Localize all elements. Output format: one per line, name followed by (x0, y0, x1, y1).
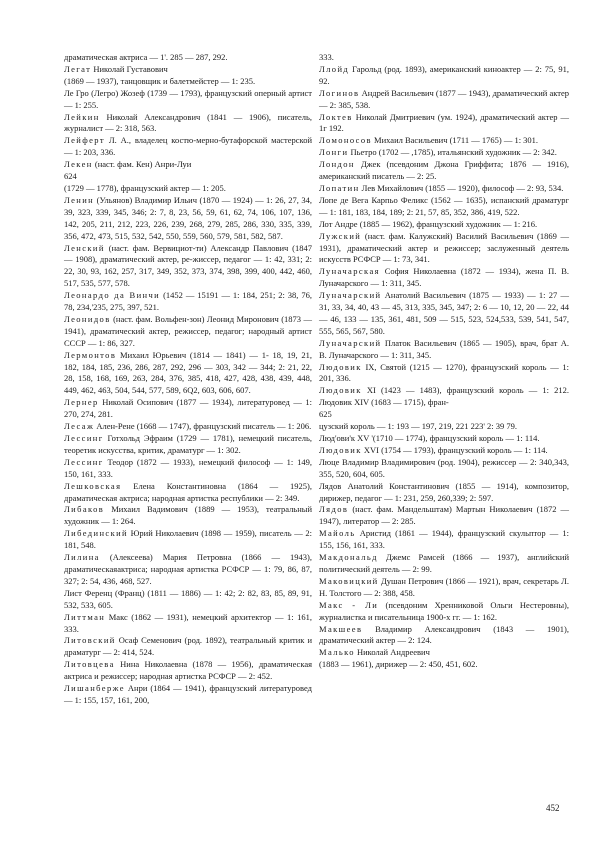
index-entry (64, 52, 312, 64)
index-entry (319, 219, 569, 231)
index-entry (64, 159, 312, 171)
entry-text: Лот Андре (1885 — 1962), французский художник — 1: 216. (319, 218, 538, 229)
index-entry (319, 290, 569, 338)
index-entry (319, 147, 569, 159)
entry-name: Макдональд (319, 552, 378, 563)
index-entry (64, 76, 312, 88)
entry-text: Нина Николаевна (1878 — 1956), драматическая актриса и режиссер; народная артистка РСФСР — 2: 452. (64, 659, 313, 682)
entry-name: Леонардо да Винчи (64, 290, 161, 301)
entry-name: Лопатин (319, 182, 360, 193)
index-entry (319, 338, 569, 362)
entry-name: Луначарский (319, 337, 382, 348)
entry-text: Макс (1862 — 1931), немецкий архитектор — 1: 161, 333. (64, 611, 312, 634)
entry-text: Джек (псевдоним Джона Гриффита; 1876 — 1916), американский писатель — 2: 25. (319, 159, 569, 182)
entry-name: Легат (64, 63, 92, 74)
entry-name: Лермонтов (64, 349, 117, 360)
index-entry (319, 552, 569, 576)
entry-text: (Алексеева) Мария Петровна (1866 — 1943), драматическаяактриса; народная артистка РСФСР — 1: 79, 86, 87, 327; 2: 54, 436, 468, 527. (64, 552, 313, 586)
page-number: 452 (546, 803, 560, 813)
entry-text: 625 (319, 409, 332, 420)
entry-text: Л. А., владелец костю-мерно-бутафорской мастерской — 1: 203, 336. (64, 135, 312, 158)
entry-name: Ленский (64, 242, 105, 253)
entry-name: Маковицкий (319, 575, 379, 586)
index-entry (64, 504, 312, 528)
entry-name: Малько (319, 647, 355, 658)
index-entry (319, 362, 569, 386)
entry-name: Лейферт (64, 135, 105, 146)
index-column-right (319, 52, 569, 671)
entry-name: Лессинг (64, 456, 104, 467)
entry-text: Пьетро (1702 — ,1785), итальянский художник — 2: 342. (350, 147, 557, 158)
index-entry (64, 588, 312, 612)
index-entry (64, 350, 312, 398)
entry-name: Лекен (64, 159, 93, 170)
entry-name: Лессинг (64, 433, 104, 443)
entry-text: (1729 — 1778), французский актер — 1: 205. (64, 182, 226, 193)
entry-text: Ален-Рене (1668 — 1747), французский писатель — 1: 206. (96, 421, 312, 432)
entry-text: Ле Гро (Легро) Жозеф (1739 — 1793), французский оперный артист — 1: 255. (64, 87, 312, 110)
index-entry (319, 135, 569, 147)
index-entry (64, 635, 312, 659)
entry-text: 333. (319, 52, 334, 62)
index-entry (64, 135, 312, 159)
index-entry (64, 481, 312, 505)
entry-text: Готхольд Эфраим (1729 — 1781), немецкий писатель, теоретик искусства, критик, драматург — 1: 302. (64, 433, 313, 455)
entry-text: цузский король — 1: 193 — 197, 219, 221 223' 2: 39 79. (319, 421, 517, 432)
entry-name: Людовик (319, 444, 362, 455)
index-entry (64, 243, 312, 291)
index-entry (319, 433, 569, 445)
entry-text: Николай Густавович (93, 63, 168, 74)
entry-text: Платок Васильевич (1865 — 1905), врач, брат А. В. Луначарского — 1: 311, 345. (319, 337, 569, 360)
entry-name: Либаков (64, 504, 105, 515)
entry-text: Юрий Николаевич (1898 — 1959), писатель — 2: 181, 548. (64, 528, 312, 551)
entry-text: (1869 — 1937), танцовщик и балетмейстер — 1: 235. (64, 75, 256, 86)
entry-name: Логинов (319, 87, 360, 98)
index-column-left (64, 52, 312, 707)
entry-text: Михаил Юрьевич (1814 — 1841) — 1- 18, 19, 21, 182, 184, 185, 236, 286, 287, 292, 296 — 303, 342 — 344; 2: 21, 22, 28, 158, 168, 169, 263, 284, 376, 385, 418, 427, 428, 438, 439, 448, 449, 462, 463, 504, 544, 577, 589, 6Q2, 603, 606, 607. (64, 349, 313, 396)
entry-text: (наст. фам. Калужский) Василий Васильевич (1869 — 1931), драматический актер и режиссер; заслуженный деятель искусств РСФСР — 1: 73, 341. (319, 230, 570, 265)
entry-name: Лешковская (64, 480, 122, 491)
index-entry (64, 683, 312, 707)
index-entry (319, 600, 569, 624)
entry-name: Лесаж (64, 421, 95, 432)
entry-text: (псевдоним Хренниковой Ольги Нестеровны), журналистка и писательница 1900-х гг. — 1: 162. (319, 599, 570, 622)
index-entry (319, 183, 569, 195)
entry-text: (наст. фам. Вольфен-зон) Леонид Миронович (1873 — 1941), драматический актер, режиссер, педагог; народный артист СССР — 1: 86, 327. (64, 313, 312, 348)
entry-name: Ломоносов (319, 135, 372, 146)
index-entry (319, 528, 569, 552)
index-entry (319, 576, 569, 600)
entry-name: Майоль (319, 528, 356, 539)
entry-name: Людовик (319, 361, 362, 372)
entry-text: Николай Андреевич (357, 647, 430, 658)
index-entry (319, 112, 569, 136)
entry-text: Анатолий Васильевич (1875 — 1933) — 1: 27 — 31, 33, 34, 40, 43 — 45, 313, 335, 345, 347; 2: 6 — 10, 12, 20 — 22, 44 — 46, 133 — 135, 361, 481, 509 — 515, 523, 524,533, 539, 541, 547, 555, 565, 567, 580. (319, 290, 570, 336)
index-entry (319, 266, 569, 290)
index-entry (64, 112, 312, 136)
entry-text: Гарольд (род. 1893), американский киноактер — 2: 75, 91, 92. (319, 63, 569, 86)
entry-name: Лилина (64, 552, 100, 563)
index-entry (64, 612, 312, 636)
entry-text: Джемс Рамсей (1866 — 1937), английский политический деятель — 2: 99. (319, 552, 569, 574)
entry-text: Михаил Вадимович (1889 — 1953), театральный художник — 1: 264. (64, 504, 312, 527)
entry-text: Лядов Анатолий Константинович (1855 — 1914), композитор, дирижер, педагог — 1: 231, 259, 260,339; 2: 597. (319, 480, 569, 503)
entry-name: Лонги (319, 147, 349, 158)
index-entry (64, 421, 312, 433)
entry-name: Ленин (64, 194, 95, 205)
index-entry (319, 195, 569, 219)
entry-text: Лев Михайлович (1855 — 1920), философ — 2: 93, 534. (361, 182, 564, 193)
entry-text: Михаил Васильевич (1711 — 1765) — 1: 301. (374, 135, 539, 146)
index-entry (64, 552, 312, 588)
index-entry (64, 195, 312, 243)
entry-text: 624 (64, 171, 77, 182)
entry-text: Осаф Семенович (род. 1892), театральный критик и драматург — 2: 414, 524. (64, 635, 312, 658)
index-entry (64, 64, 312, 76)
index-entry (319, 159, 569, 183)
index-entry (319, 421, 569, 433)
entry-text: Николай Осипович (1877 — 1934), литературовед — 1: 270, 274, 281. (64, 397, 312, 420)
entry-text: XI (1423 — 1483), французский король — 1: 212. Людовик XIV (1683 — 1715), фран- (319, 385, 570, 408)
index-entry (64, 290, 312, 314)
index-entry (64, 457, 312, 481)
index-entry (319, 231, 569, 267)
entry-text: Душан Петрович (1866 — 1921), врач, секретарь Л. Н. Толстого — 2: 388, 458. (319, 575, 569, 598)
entry-name: Луначарский (319, 290, 382, 301)
entry-text: Люце Владимир Владимирович (род. 1904), режиссер — 2: 340,343, 355, 520, 604, 605. (319, 456, 569, 479)
index-entry (64, 659, 312, 683)
entry-text: Николай Александрович (1841 — 1906), писатель, журналист — 2: 318, 563. (64, 111, 312, 134)
entry-name: Литовский (64, 635, 116, 646)
entry-text: (наст. фам. Вервициот-ти) Александр Павлович (1847 — 1908), драматический актер, ре-жиссер, педагог — 1: 42, 331; 2: 22, 30, 93, 162, 257, 317, 349, 352, 373, 374, 398, 399, 400, 442, 460, 517, 535, 577, 578. (64, 242, 313, 289)
entry-name: Людовик (319, 385, 362, 396)
entry-text: София Николаевна (1872 — 1934), жена П. В. Луначарского — 1: 311, 345. (319, 266, 570, 289)
entry-name: Литтман (64, 611, 106, 622)
entry-name: Лядов (319, 504, 349, 515)
entry-text: Теодор (1872 — 1933), немецкий философ — 1: 149, 150, 161, 333. (64, 456, 312, 479)
entry-name: Литовцева (64, 659, 115, 670)
entry-text: IX, Святой (1215 — 1270), французский король — 1: 201, 336. (319, 361, 569, 384)
index-entry (319, 647, 569, 659)
index-entry (64, 183, 312, 195)
index-entry (64, 397, 312, 421)
entry-name: Луначарская (319, 266, 380, 277)
entry-text: Елена Константиновна (1864 — 1925), драматическая актриса; народная артистка республики — 2: 349. (64, 480, 313, 503)
entry-name: Лондон (319, 159, 355, 170)
entry-name: Леонидов (64, 313, 111, 324)
entry-name: Лишанберже (64, 683, 125, 694)
entry-name: Ллойд (319, 63, 350, 74)
entry-text: Лопе де Вега Карпьо Феликс (1562 — 1635), испанский драматург — 1: 181, 183, 184, 189; 2: 21, 57, 85, 352, 386, 419, 522. (319, 194, 569, 217)
entry-name: Локтев (319, 111, 353, 122)
index-entry (319, 64, 569, 88)
entry-text: (наст. фам. Кен) Анри-Луи (94, 159, 192, 170)
index-entry (319, 504, 569, 528)
entry-name: Лейкин (64, 111, 100, 122)
entry-text: Николай Дмитриевич (ум. 1924), драматический актер — 1г 192. (319, 111, 570, 134)
index-entry (319, 445, 569, 457)
index-entry (319, 88, 569, 112)
entry-text: (наст. фам. Мандельштам) Мартын Николаевич (1872 — 1947), литератор — 2: 285. (319, 504, 570, 527)
entry-text: Лист Ференц (Франц) (1811 — 1886) — 1: 42; 2: 82, 83, 85, 89, 91, 532, 533, 605. (64, 587, 312, 610)
entry-name: Макс - Ли (319, 599, 379, 610)
index-entry (64, 433, 312, 457)
index-entry (64, 314, 312, 350)
index-entry (319, 659, 569, 671)
index-entry (319, 481, 569, 505)
index-entry (64, 171, 312, 183)
index-entry (64, 528, 312, 552)
entry-text: Анри (1864 — 1941), французский литературовед — 1: 155, 157, 161, 200, (64, 683, 313, 705)
entry-text: XVI (1754 — 1793), французский король — 1: 114. (363, 444, 548, 455)
entry-text: (1452 — 15191 — 1: 184, 251; 2: 38, 76, 78, 234,'235, 275, 397, 521. (64, 290, 312, 313)
entry-text: драматическая актриса — 1'. 285 — 287, 292. (64, 52, 228, 62)
index-entry (319, 409, 569, 421)
index-entry (319, 457, 569, 481)
index-entry (319, 385, 569, 409)
entry-name: Либединский (64, 528, 129, 539)
entry-text: (1883 — 1961), дирижер — 2: 450, 451, 602. (319, 659, 478, 670)
entry-text: Владимир Александрович (1843 — 1901), драматический актер — 2: 124. (319, 623, 569, 646)
index-entry (319, 624, 569, 648)
entry-text: Люд'ови'к XV '(1710 — 1774), французский король — 1: 114. (319, 433, 540, 443)
entry-name: Макшеев (319, 623, 363, 634)
index-entry (64, 88, 312, 112)
index-entry (319, 52, 569, 64)
entry-name: Лернер (64, 397, 99, 408)
entry-text: (Ульянов) Владимир Ильич (1870 — 1924) — 1: 26, 27, 34, 39, 323, 339, 345, 346; 2: 7, 8, 23, 56, 59, 61, 62, 74, 106, 107, 136, 142, 205, 211, 212, 223, 226, 239, 268, 279, 285, 286, 330, 335, 339, 356, 472, 473, 515, 532, 542, 550, 559, 560, 579, 581, 582, 587. (64, 194, 312, 241)
entry-name: Лужский (319, 230, 362, 241)
entry-text: Андрей Васильевич (1877 — 1943), драматический актер — 2: 385, 538. (319, 87, 570, 110)
entry-text: Аристид (1861 — 1944), французский скульптор — 1: 155, 156, 161, 333. (319, 528, 570, 551)
